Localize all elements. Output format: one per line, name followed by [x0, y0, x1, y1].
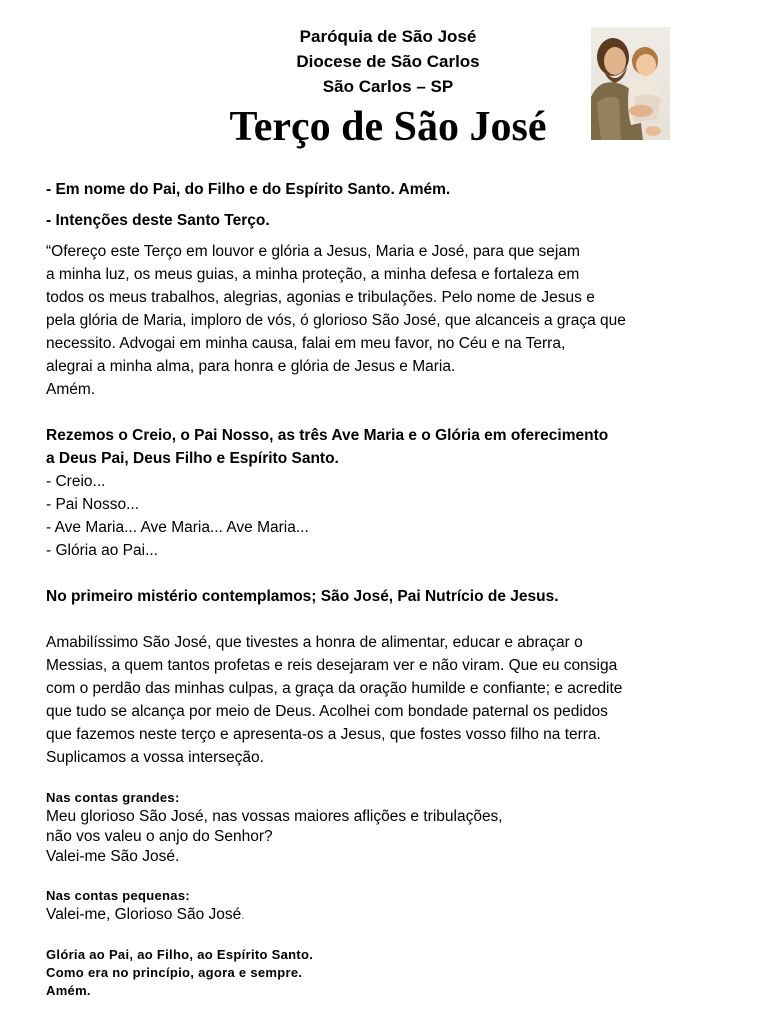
diocese-name: Diocese de São Carlos [296, 52, 480, 71]
offering-line: Amém. [46, 381, 96, 398]
mystery-line: Messias, a quem tantos profetas e reis desejaram ver e não viram. Que eu consiga [46, 657, 618, 674]
mystery-text [46, 631, 736, 769]
gloria-section [46, 946, 736, 1000]
mystery-line: que tudo se alcança por meio de Deus. Acolhei com bondade paternal os pedidos [46, 703, 608, 720]
prayer-item: - Pai Nosso... [46, 496, 140, 513]
mystery-heading: No primeiro mistério contemplamos; São José, Pai Nutrício de Jesus. [46, 588, 559, 605]
prayers-section [46, 424, 736, 562]
mystery-line: com o perdão das minhas culpas, a graça da oração humilde e confiante; e acredite [46, 680, 623, 697]
offering-line: alegrai a minha alma, para honra e glória de Jesus e Maria. [46, 358, 456, 375]
page-title: Terço de São José [229, 104, 547, 150]
large-beads-section [46, 789, 736, 867]
prayer-item: - Ave Maria... Ave Maria... Ave Maria... [46, 519, 309, 536]
gloria-line: Glória ao Pai, ao Filho, ao Espírito Santo. [46, 947, 314, 962]
sign-of-cross: - Em nome do Pai, do Filho e do Espírito Santo. Amém. [46, 181, 451, 198]
offering-line: a minha luz, os meus guias, a minha proteção, a minha defesa e fortaleza em [46, 266, 580, 283]
city-name: São Carlos – SP [322, 77, 454, 96]
mystery-line: Suplicamos a vossa interseção. [46, 749, 264, 766]
large-beads-label: Nas contas grandes: [46, 790, 180, 805]
prayers-heading: a Deus Pai, Deus Filho e Espírito Santo. [46, 450, 339, 467]
intentions-heading: - Intenções deste Santo Terço. [46, 212, 270, 229]
large-beads-line: Valei-me São José. [46, 848, 180, 865]
offering-line: necessito. Advogai em minha causa, falai em meu favor, no Céu e na Terra, [46, 335, 566, 352]
large-beads-line: Meu glorioso São José, nas vossas maiores aflições e tribulações, [46, 808, 503, 825]
gloria-line: Como era no princípio, agora e sempre. [46, 965, 303, 980]
prayer-item: - Creio... [46, 473, 106, 490]
small-beads-line: Valei-me, Glorioso São José [46, 906, 242, 923]
small-beads-dot: . [241, 910, 245, 922]
offering-prayer [46, 240, 736, 401]
prayers-heading: Rezemos o Creio, o Pai Nosso, as três Ave Maria e o Glória em oferecimento [46, 427, 609, 444]
mystery-line: Amabilíssimo São José, que tivestes a honra de alimentar, educar e abraçar o [46, 634, 583, 651]
small-beads-line-wrap [46, 905, 736, 926]
offering-line: “Ofereço este Terço em louvor e glória a Jesus, Maria e José, para que sejam [46, 243, 580, 260]
gloria-line: Amém. [46, 983, 91, 998]
small-beads-label: Nas contas pequenas: [46, 888, 190, 903]
offering-line: todos os meus trabalhos, alegrias, agonias e tribulações. Pelo nome de Jesus e [46, 289, 595, 306]
document-body [46, 178, 736, 1000]
prayer-item: - Glória ao Pai... [46, 542, 158, 559]
parish-name: Paróquia de São José [299, 27, 477, 46]
saint-joseph-image [591, 27, 670, 140]
small-beads-section [46, 887, 736, 926]
mystery-line: que fazemos neste terço e apresenta-os a Jesus, que fostes vosso filho na terra. [46, 726, 601, 743]
offering-line: pela glória de Maria, imploro de vós, ó glorioso São José, que alcanceis a graça que [46, 312, 626, 329]
large-beads-line: não vos valeu o anjo do Senhor? [46, 828, 273, 845]
